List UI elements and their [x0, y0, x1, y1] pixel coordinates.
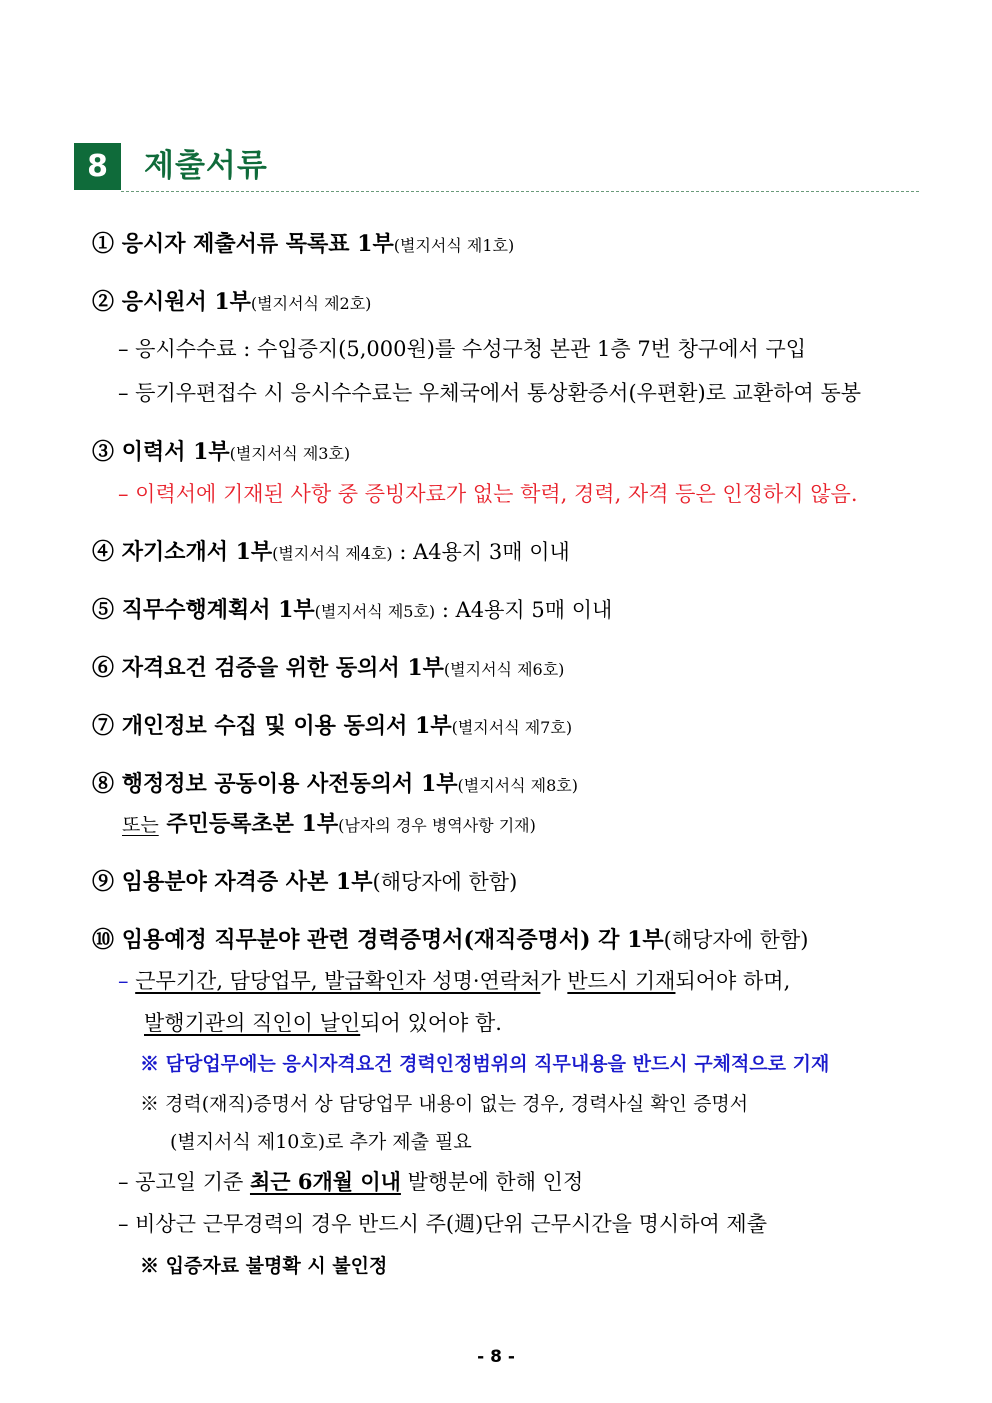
item-3	[92, 438, 350, 468]
item-form-note: (별지서식 제8호)	[457, 776, 579, 795]
item-1	[92, 230, 514, 260]
item-form-note: (별지서식 제7호)	[451, 718, 573, 737]
alt-title: 주민등록초본 1부	[166, 811, 339, 837]
item-marker: ④	[92, 539, 115, 565]
item-10-validity	[118, 1168, 583, 1196]
or-label: 또는	[122, 814, 159, 836]
item-10-note-line2: (별지서식 제10호)로 추가 제출 필요	[170, 1131, 472, 1153]
item-8	[92, 770, 578, 800]
item-title: 응시원서 1부	[121, 289, 251, 315]
page-number: - 8 -	[477, 1347, 515, 1367]
item-3-warning: – 이력서에 기재된 사항 중 증빙자료가 없는 학력, 경력, 자격 등은 인정하지 않음.	[118, 482, 858, 506]
item-5	[92, 596, 612, 626]
item-marker: ②	[92, 289, 115, 315]
item-title: 이력서 1부	[121, 439, 230, 465]
item-page-limit: : A4용지 3매 이내	[392, 540, 570, 564]
item-marker: ⑥	[92, 655, 115, 681]
highlighted-text: 최근 6개월 이내	[249, 1169, 401, 1194]
text: 발행분에 한해 인정	[400, 1170, 584, 1194]
dash-marker: –	[118, 969, 129, 993]
item-6	[92, 654, 564, 684]
item-condition: (해당자에 한함)	[372, 870, 518, 894]
item-form-note: (별지서식 제4호)	[272, 544, 393, 563]
text: 되어 있어야 함.	[360, 1011, 502, 1035]
item-9	[92, 868, 517, 896]
text: – 공고일 기준	[118, 1170, 250, 1194]
section-header	[74, 143, 919, 193]
item-title: 응시자 제출서류 목록표 1부	[121, 231, 394, 257]
item-title: 자격요건 검증을 위한 동의서 1부	[121, 655, 444, 681]
item-2-detail-mail: – 등기우편접수 시 응시수수료는 우체국에서 통상환증서(우편환)로 교환하여 동봉	[118, 381, 862, 405]
item-10-requirement-cont	[144, 1009, 502, 1037]
item-form-note: (별지서식 제2호)	[250, 294, 372, 313]
item-7	[92, 712, 572, 742]
item-form-note: (별지서식 제3호)	[229, 444, 351, 463]
item-form-note: (별지서식 제5호)	[314, 602, 436, 621]
item-marker: ⑧	[92, 771, 115, 797]
item-2-detail-fee: – 응시수수료 : 수입증지(5,000원)를 수성구청 본관 1층 7번 창구에서 구입	[118, 337, 807, 361]
item-10-requirement	[118, 967, 790, 995]
item-title: 임용예정 직무분야 관련 경력증명서(재직증명서) 각 1부	[121, 927, 664, 953]
item-title: 직무수행계획서 1부	[121, 597, 315, 623]
item-marker: ⑦	[92, 713, 115, 739]
item-form-note: (별지서식 제1호)	[393, 236, 515, 255]
item-form-note: (별지서식 제6호)	[443, 660, 565, 679]
item-4	[92, 538, 570, 568]
item-title: 행정정보 공동이용 사전동의서 1부	[121, 771, 458, 797]
alt-note: (남자의 경우 병역사항 기재)	[338, 816, 536, 835]
item-marker: ①	[92, 231, 115, 257]
section-divider	[121, 191, 919, 192]
item-marker: ⑨	[92, 869, 115, 895]
item-10	[92, 926, 808, 954]
item-title: 임용분야 자격증 사본 1부	[121, 869, 373, 895]
item-2	[92, 288, 371, 318]
underlined-text: 발행기관의 직인이 날인	[144, 1011, 361, 1035]
item-10-note-bold: ※ 입증자료 불명확 시 불인정	[140, 1255, 388, 1277]
item-condition: (해당자에 한함)	[663, 928, 809, 952]
item-10-note-blue: ※ 담당업무에는 응시자격요건 경력인정범위의 직무내용을 반드시 구체적으로 기재	[140, 1053, 830, 1075]
item-marker: ⑩	[92, 927, 115, 953]
item-title: 개인정보 수집 및 이용 동의서 1부	[121, 713, 452, 739]
underlined-text: 반드시 기재	[567, 969, 676, 993]
item-page-limit: : A4용지 5매 이내	[435, 598, 613, 622]
underlined-text: 근무기간, 담당업무, 발급확인자 성명·연락처	[135, 969, 541, 993]
item-marker: ③	[92, 439, 115, 465]
item-10-parttime: – 비상근 근무경력의 경우 반드시 주(週)단위 근무시간을 명시하여 제출	[118, 1212, 768, 1236]
text: 가	[540, 969, 568, 993]
item-title: 자기소개서 1부	[121, 539, 273, 565]
item-8-alternative	[122, 810, 536, 840]
item-10-note-line1: ※ 경력(재직)증명서 상 담당업무 내용이 없는 경우, 경력사실 확인 증명서	[140, 1093, 749, 1115]
section-number: 8	[74, 143, 121, 190]
section-title: 제출서류	[144, 148, 268, 184]
item-marker: ⑤	[92, 597, 115, 623]
text: 되어야 하며,	[675, 969, 791, 993]
